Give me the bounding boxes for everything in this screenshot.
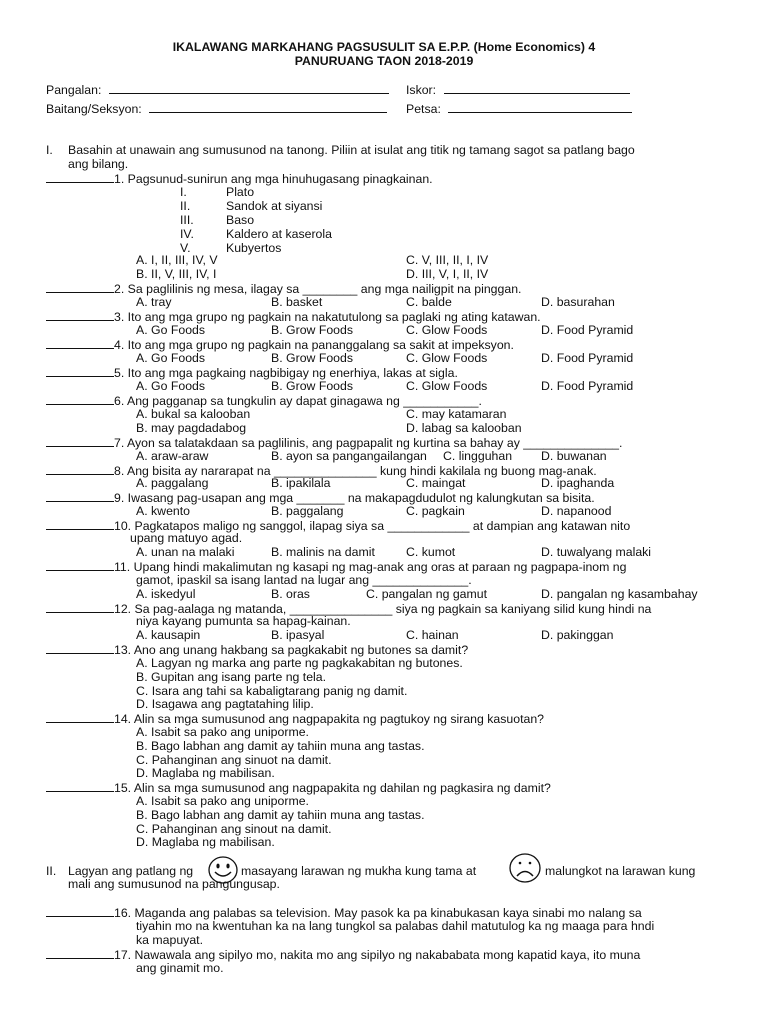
question-1-stem: 1. Pagsunud-sunirun ang mga hinuhugasang pinagkainan. bbox=[114, 172, 433, 186]
question-9 bbox=[46, 490, 595, 505]
q2-option-d[interactable]: D. basurahan bbox=[541, 295, 615, 309]
question-16-line-1: 16. Maganda ang palabas sa television. May pasok ka pa kinabukasan kaya sinabi mo nalang sa bbox=[114, 906, 642, 920]
q4-option-b[interactable]: B. Grow Foods bbox=[271, 351, 354, 365]
question-17 bbox=[46, 947, 640, 962]
part2-instruction-d: mali ang sumusunod na pangungusap. bbox=[68, 877, 280, 891]
q15-option-a[interactable]: A. Isabit sa pako ang uniporme. bbox=[136, 794, 309, 808]
q4-option-d[interactable]: D. Food Pyramid bbox=[541, 351, 634, 365]
q8-option-c[interactable]: C. maingat bbox=[406, 476, 466, 490]
answer-blank-14[interactable] bbox=[46, 711, 114, 723]
question-15 bbox=[46, 780, 551, 795]
q7-option-b[interactable]: B. ayon sa pangangailangan bbox=[271, 449, 427, 463]
question-15-stem: 15. Alin sa mga sumusunod ang nagpapakita ng dahilan ng pagkasira ng damit? bbox=[114, 781, 551, 795]
q1-option-c[interactable]: C. V, III, II, I, IV bbox=[406, 253, 489, 267]
answer-blank-11[interactable] bbox=[46, 559, 114, 571]
question-5-stem: 5. Ito ang mga pagkaing nagbibigay ng enerhiya, lakas at sigla. bbox=[114, 366, 458, 380]
section-field[interactable] bbox=[46, 101, 387, 116]
q1-roman-1: I. bbox=[180, 185, 187, 199]
answer-blank-9[interactable] bbox=[46, 490, 114, 502]
exam-title: IKALAWANG MARKAHANG PAGSUSULIT SA E.P.P. (Home Economics) 4 bbox=[172, 40, 596, 54]
q10-option-b[interactable]: B. malinis na damit bbox=[271, 545, 375, 559]
question-1 bbox=[46, 171, 433, 186]
q13-option-c[interactable]: C. Isara ang tahi sa kabaligtarang panig ng damit. bbox=[136, 684, 408, 698]
name-field[interactable] bbox=[46, 82, 389, 97]
q2-option-c[interactable]: C. balde bbox=[406, 295, 452, 309]
q15-option-c[interactable]: C. Pahanginan ang sinout na damit. bbox=[136, 822, 332, 836]
question-12-stem: 12. Sa pag-aalaga ng matanda, _______________ siya ng pagkain sa kaniyang silid kung hindi na bbox=[114, 602, 652, 616]
answer-blank-5[interactable] bbox=[46, 365, 114, 377]
q8-option-b[interactable]: B. ipakilala bbox=[271, 476, 331, 490]
school-year: PANURUANG TAON 2018-2019 bbox=[294, 54, 474, 68]
answer-blank-2[interactable] bbox=[46, 281, 114, 293]
date-blank[interactable] bbox=[448, 101, 632, 113]
date-field[interactable] bbox=[406, 101, 632, 116]
q5-option-c[interactable]: C. Glow Foods bbox=[406, 379, 488, 393]
answer-blank-3[interactable] bbox=[46, 309, 114, 321]
score-blank[interactable] bbox=[444, 82, 630, 94]
q9-option-d[interactable]: D. napanood bbox=[541, 504, 612, 518]
q6-option-d[interactable]: D. labag sa kalooban bbox=[406, 421, 522, 435]
question-10-stem-cont: upang matuyo agad. bbox=[130, 531, 243, 545]
question-13 bbox=[46, 642, 468, 657]
answer-blank-8[interactable] bbox=[46, 463, 114, 475]
q12-option-b[interactable]: B. ipasyal bbox=[271, 628, 325, 642]
q14-option-c[interactable]: C. Pahanginan ang sinuot na damit. bbox=[136, 753, 332, 767]
question-16-line-3: ka mapuyat. bbox=[136, 933, 203, 947]
score-label: Iskor: bbox=[406, 83, 437, 97]
q13-option-d[interactable]: D. Isagawa ang pagtatahing lilip. bbox=[136, 697, 314, 711]
question-17-line-2: ang ginamit mo. bbox=[136, 961, 224, 975]
question-6 bbox=[46, 393, 482, 408]
q2-option-a[interactable]: A. tray bbox=[136, 295, 172, 309]
q1-option-b[interactable]: B. II, V, III, IV, I bbox=[136, 267, 217, 281]
q4-option-c[interactable]: C. Glow Foods bbox=[406, 351, 488, 365]
q10-option-a[interactable]: A. unan na malaki bbox=[136, 545, 235, 559]
part1-instruction: Basahin at unawain ang sumusunod na tanong. Piliin at isulat ang titik ng tamang sagot sa patlang bago bbox=[68, 143, 635, 157]
question-11-stem-cont: gamot, ipaskil sa isang lantad na lugar ang ______________. bbox=[136, 573, 472, 587]
q9-option-c[interactable]: C. pagkain bbox=[406, 504, 465, 518]
answer-blank-12[interactable] bbox=[46, 601, 114, 613]
q6-option-b[interactable]: B. may pagdadabog bbox=[136, 421, 247, 435]
name-label: Pangalan: bbox=[46, 83, 102, 97]
part1-instruction-cont: ang bilang. bbox=[68, 157, 129, 171]
question-14 bbox=[46, 711, 544, 726]
q1-option-d[interactable]: D. III, V, I, II, IV bbox=[406, 267, 489, 281]
q1-roman-5: V. bbox=[180, 241, 191, 255]
q1-item-1: Plato bbox=[226, 185, 255, 199]
q15-option-d[interactable]: D. Maglaba ng mabilisan. bbox=[136, 835, 275, 849]
q1-item-2: Sandok at siyansi bbox=[226, 199, 323, 213]
q11-option-b[interactable]: B. oras bbox=[271, 587, 310, 601]
part2-number: II. bbox=[46, 864, 57, 878]
q3-option-c[interactable]: C. Glow Foods bbox=[406, 323, 488, 337]
part2-instruction-b: masayang larawan ng mukha kung tama at bbox=[241, 864, 477, 878]
question-4-stem: 4. Ito ang mga grupo ng pagkain na pananggalang sa sakit at impeksyon. bbox=[114, 338, 514, 352]
question-11-stem: 11. Upang hindi makalimutan ng kasapi ng mag-anak ang oras at paraan ng pagpapa-inom ng bbox=[114, 560, 627, 574]
q4-option-a[interactable]: A. Go Foods bbox=[136, 351, 206, 365]
q5-option-a[interactable]: A. Go Foods bbox=[136, 379, 206, 393]
answer-blank-16[interactable] bbox=[46, 905, 114, 917]
q15-option-b[interactable]: B. Bago labhan ang damit ay tahiin muna ang tastas. bbox=[136, 808, 425, 822]
question-14-stem: 14. Alin sa mga sumusunod ang nagpapakita ng pagtukoy ng sirang kasuotan? bbox=[114, 712, 545, 726]
q6-option-a[interactable]: A. bukal sa kalooban bbox=[136, 407, 251, 421]
answer-blank-17[interactable] bbox=[46, 947, 114, 959]
q10-option-d[interactable]: D. tuwalyang malaki bbox=[541, 545, 652, 559]
q10-option-c[interactable]: C. kumot bbox=[406, 545, 456, 559]
q7-option-d[interactable]: D. buwanan bbox=[541, 449, 607, 463]
part2-instruction-a: Lagyan ang patlang ng bbox=[68, 864, 194, 878]
answer-blank-15[interactable] bbox=[46, 780, 114, 792]
part1-number: I. bbox=[46, 143, 53, 157]
question-4 bbox=[46, 337, 514, 352]
score-field[interactable] bbox=[406, 82, 630, 97]
q5-option-d[interactable]: D. Food Pyramid bbox=[541, 379, 634, 393]
q1-item-5: Kubyertos bbox=[226, 241, 282, 255]
question-3 bbox=[46, 309, 541, 324]
question-16-line-2: tiyahin mo na kwentuhan ka na lang tungkol sa palabas dahil matutulog ka ng maaga para hndi bbox=[136, 919, 655, 933]
q14-option-d[interactable]: D. Maglaba ng mabilisan. bbox=[136, 766, 275, 780]
question-16 bbox=[46, 905, 642, 920]
q13-option-b[interactable]: B. Gupitan ang isang parte ng tela. bbox=[136, 670, 327, 684]
question-12-stem-cont: niya kayang pumunta sa hapag-kainan. bbox=[136, 614, 351, 628]
q3-option-b[interactable]: B. Grow Foods bbox=[271, 323, 354, 337]
q7-option-c[interactable]: C. lingguhan bbox=[443, 449, 513, 463]
q11-option-c[interactable]: C. pangalan ng gamut bbox=[366, 587, 488, 601]
answer-blank-1[interactable] bbox=[46, 171, 114, 183]
sad-face-icon bbox=[508, 852, 542, 884]
name-blank[interactable] bbox=[109, 82, 389, 94]
q13-option-a[interactable]: A. Lagyan ng marka ang parte ng pagkakabitan ng butones. bbox=[136, 656, 463, 670]
q8-option-a[interactable]: A. paggalang bbox=[136, 476, 209, 490]
q6-option-c[interactable]: C. may katamaran bbox=[406, 407, 507, 421]
question-6-stem: 6. Ang pagganap sa tungkulin ay dapat ginagawa ng ___________. bbox=[114, 394, 482, 408]
section-label: Baitang/Seksyon: bbox=[46, 102, 142, 116]
question-7 bbox=[46, 435, 622, 450]
answer-blank-10[interactable] bbox=[46, 518, 114, 530]
q14-option-b[interactable]: B. Bago labhan ang damit ay tahiin muna ang tastas. bbox=[136, 739, 425, 753]
answer-blank-13[interactable] bbox=[46, 642, 114, 654]
q12-option-c[interactable]: C. hainan bbox=[406, 628, 459, 642]
question-5 bbox=[46, 365, 458, 380]
q8-option-d[interactable]: D. ipaghanda bbox=[541, 476, 615, 490]
question-2-stem: 2. Sa paglilinis ng mesa, ilagay sa ________ ang mga nailigpit na pinggan. bbox=[114, 282, 522, 296]
q14-option-a[interactable]: A. Isabit sa pako ang uniporme. bbox=[136, 725, 309, 739]
question-7-stem: 7. Ayon sa talatakdaan sa paglilinis, ang pagpapalit ng kurtina sa bahay ay ______________. bbox=[114, 436, 623, 450]
q1-option-a[interactable]: A. I, II, III, IV, V bbox=[136, 253, 218, 267]
section-blank[interactable] bbox=[149, 101, 387, 113]
question-13-stem: 13. Ano ang unang hakbang sa pagkakabit ng butones sa damit? bbox=[114, 643, 469, 657]
q1-roman-3: III. bbox=[180, 213, 194, 227]
question-2 bbox=[46, 281, 521, 296]
q12-option-a[interactable]: A. kausapin bbox=[136, 628, 201, 642]
question-3-stem: 3. Ito ang mga grupo ng pagkain na nakatutulong sa paglaki ng ating katawan. bbox=[114, 310, 541, 324]
q11-option-d[interactable]: D. pangalan ng kasambahay bbox=[541, 587, 698, 601]
answer-blank-4[interactable] bbox=[46, 337, 114, 349]
question-17-line-1: 17. Nawawala ang sipilyo mo, nakita mo ang sipilyo ng nakababata mong kapatid kaya, ito muna bbox=[114, 948, 641, 962]
q1-roman-2: II. bbox=[180, 199, 191, 213]
question-11 bbox=[46, 559, 626, 574]
q1-item-4: Kaldero at kaserola bbox=[226, 227, 332, 241]
answer-blank-7[interactable] bbox=[46, 435, 114, 447]
question-9-stem: 9. Iwasang pag-usapan ang mga _______ na makapagdudulot ng kalungkutan sa bisita. bbox=[114, 491, 595, 505]
q3-option-d[interactable]: D. Food Pyramid bbox=[541, 323, 634, 337]
q9-option-a[interactable]: A. kwento bbox=[136, 504, 190, 518]
q12-option-d[interactable]: D. pakinggan bbox=[541, 628, 614, 642]
part2-instruction-c: malungkot na larawan kung bbox=[545, 864, 696, 878]
q11-option-a[interactable]: A. iskedyul bbox=[136, 587, 196, 601]
date-label: Petsa: bbox=[406, 102, 441, 116]
q3-option-a[interactable]: A. Go Foods bbox=[136, 323, 206, 337]
q1-item-3: Baso bbox=[226, 213, 255, 227]
question-8-stem: 8. Ang bisita ay nararapat na _______________ kung hindi kakilala ng buong mag-anak. bbox=[114, 464, 597, 478]
q5-option-b[interactable]: B. Grow Foods bbox=[271, 379, 354, 393]
question-10-stem: 10. Pagkatapos maligo ng sanggol, ilapag siya sa ____________ at dampian ang katawan nito bbox=[114, 519, 631, 533]
answer-blank-6[interactable] bbox=[46, 393, 114, 405]
q1-roman-4: IV. bbox=[180, 227, 194, 241]
q7-option-a[interactable]: A. araw-araw bbox=[136, 449, 209, 463]
q9-option-b[interactable]: B. paggalang bbox=[271, 504, 344, 518]
q2-option-b[interactable]: B. basket bbox=[271, 295, 323, 309]
